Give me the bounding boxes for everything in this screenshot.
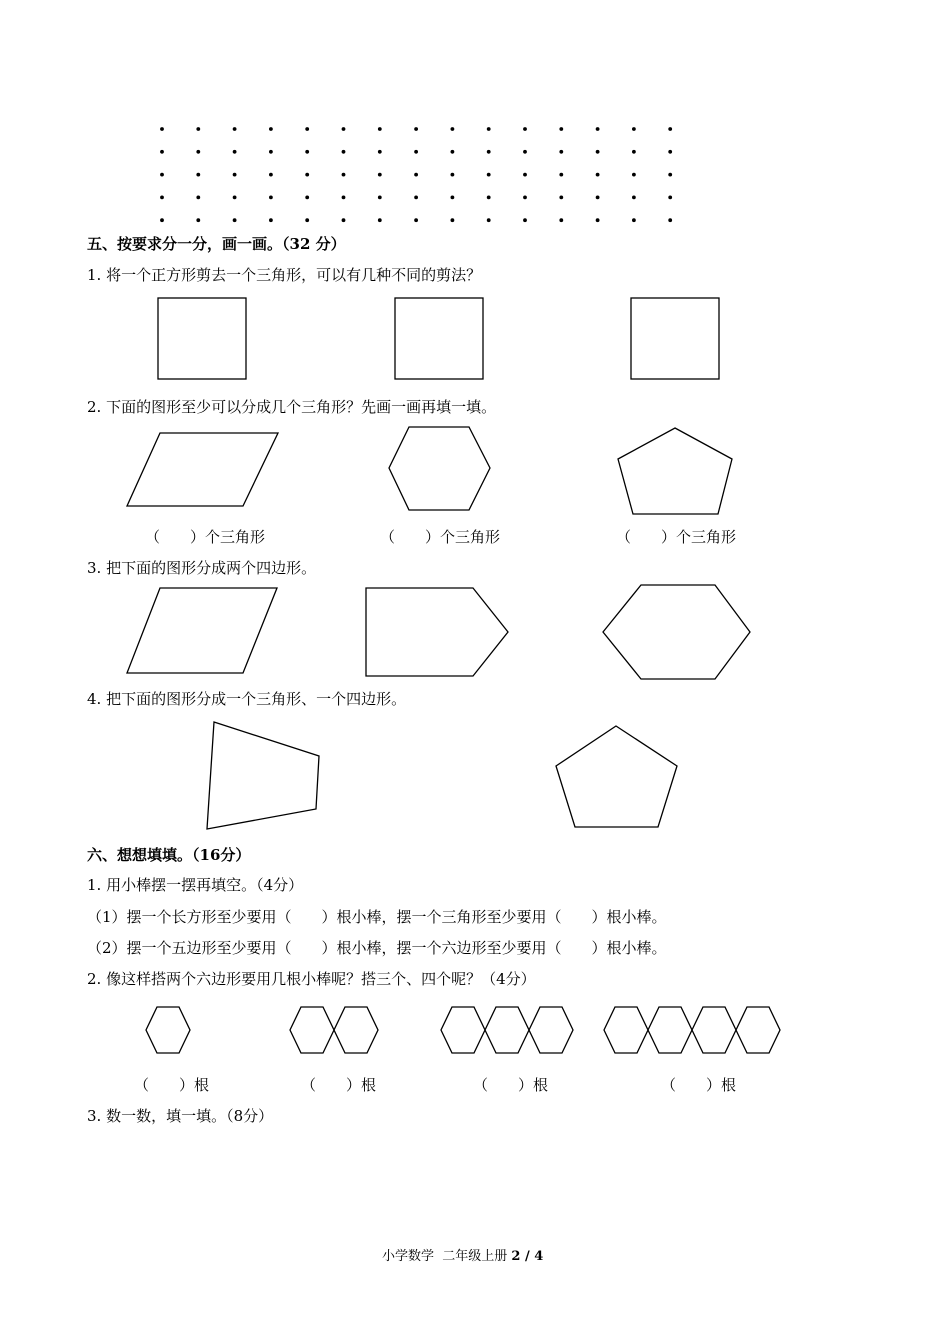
grid-dot [305,127,309,131]
grid-dot [487,150,491,154]
grid-dot [233,150,237,154]
grid-dot [378,127,382,131]
grid-dot [523,150,527,154]
grid-dot [487,218,491,222]
q6-2-answer-4: （ ）根 [661,1076,737,1094]
grid-dot [342,173,346,177]
grid-dot [487,127,491,131]
hexagon-stick-unit [529,1007,573,1053]
q6-2-answer-1: （ ）根 [134,1076,210,1094]
q6-2-answer-2: （ ）根 [301,1076,377,1094]
section6-q1-line2: （2）摆一个五边形至少要用（ ）根小棒，摆一个六边形至少要用（ ）根小棒。 [87,939,667,957]
grid-dot [451,127,455,131]
section6-q2: 2. 像这样搭两个六边形要用几根小棒呢？搭三个、四个呢？（4分） [87,970,536,988]
hexagon-stick-unit [146,1007,190,1053]
grid-dot [233,173,237,177]
grid-dot [342,150,346,154]
grid-dot [632,150,636,154]
grid-dot [414,196,418,200]
grid-dot [305,218,309,222]
q2-answer-2: （ ）个三角形 [380,528,501,546]
grid-dot [269,196,273,200]
grid-dot [378,196,382,200]
grid-dot [632,196,636,200]
hexagon-q3 [603,585,750,679]
square-3 [631,298,719,379]
grid-dot [668,218,672,222]
grid-dot [523,196,527,200]
hexagon-stick-unit [441,1007,485,1053]
grid-dot [596,218,600,222]
hexagon-stick-unit [334,1007,378,1053]
grid-dot [451,150,455,154]
grid-dot [160,196,164,200]
section5-title: 五、按要求分一分，画一画。（32 分） [87,235,346,253]
grid-dot [160,218,164,222]
grid-dot [160,173,164,177]
grid-dot [196,218,200,222]
grid-dot [414,173,418,177]
pentagon-q2 [618,428,732,514]
grid-dot [559,218,563,222]
grid-dot [487,196,491,200]
square-1 [158,298,246,379]
section6-q1-line1: （1）摆一个长方形至少要用（ ）根小棒，摆一个三角形至少要用（ ）根小棒。 [87,908,667,926]
hexagon-stick-unit [736,1007,780,1053]
hexagon-stick-unit [485,1007,529,1053]
grid-dot [342,196,346,200]
house-pentagon-q3 [366,588,508,676]
grid-dot [378,173,382,177]
grid-dot [342,218,346,222]
hexagon-stick-unit [648,1007,692,1053]
q6-2-answer-3: （ ）根 [473,1076,549,1094]
grid-dot [378,150,382,154]
grid-dot [559,150,563,154]
grid-dot [559,196,563,200]
section6-title: 六、想想填填。（16分） [87,846,251,864]
grid-dot [196,196,200,200]
grid-dot [596,150,600,154]
grid-dot [233,127,237,131]
section6-q3: 3. 数一数，填一填。（8分） [87,1107,274,1125]
grid-dot [305,173,309,177]
grid-dot [451,196,455,200]
section5-q3: 3. 把下面的图形分成两个四边形。 [87,559,317,577]
q2-answer-3: （ ）个三角形 [616,528,737,546]
grid-dot [414,127,418,131]
parallelogram-q3 [127,588,277,673]
grid-dot [668,127,672,131]
page-footer [382,1248,543,1266]
grid-dot [632,173,636,177]
grid-dot [160,127,164,131]
dot-grid [160,127,672,222]
grid-dot [523,218,527,222]
grid-dot [559,127,563,131]
grid-dot [523,173,527,177]
grid-dot [233,196,237,200]
hexagon-stick-unit [604,1007,648,1053]
hexagon-stick-unit [692,1007,736,1053]
grid-dot [196,173,200,177]
grid-dot [632,218,636,222]
grid-dot [596,196,600,200]
grid-dot [523,127,527,131]
grid-dot [414,150,418,154]
pentagon-q4 [556,726,677,827]
q2-answer-1: （ ）个三角形 [145,528,266,546]
grid-dot [269,150,273,154]
grid-dot [632,127,636,131]
grid-dot [305,150,309,154]
grid-dot [196,127,200,131]
footer-text: 小学数学 二年级上册 [382,1249,512,1264]
section5-q1: 1. 将一个正方形剪去一个三角形，可以有几种不同的剪法？ [87,266,482,284]
grid-dot [596,173,600,177]
grid-dot [668,196,672,200]
grid-dot [559,173,563,177]
grid-dot [196,150,200,154]
grid-dot [596,127,600,131]
grid-dot [160,150,164,154]
grid-dot [451,173,455,177]
grid-dot [668,150,672,154]
grid-dot [305,196,309,200]
grid-dot [269,127,273,131]
grid-dot [668,173,672,177]
section5-q4: 4. 把下面的图形分成一个三角形、一个四边形。 [87,690,407,708]
section6-q1: 1. 用小棒摆一摆再填空。（4分） [87,876,304,894]
grid-dot [378,218,382,222]
hexagon-chains [146,1007,780,1053]
page-number: 2 / 4 [511,1249,544,1264]
grid-dot [487,173,491,177]
grid-dot [451,218,455,222]
grid-dot [342,127,346,131]
hexagon-stick-unit [290,1007,334,1053]
square-2 [395,298,483,379]
grid-dot [269,218,273,222]
grid-dot [269,173,273,177]
trapezoid-q4 [207,722,319,829]
parallelogram-q2 [127,433,278,506]
section5-q2: 2. 下面的图形至少可以分成几个三角形？先画一画再填一填。 [87,398,497,416]
hexagon-q2 [389,427,490,510]
grid-dot [414,218,418,222]
grid-dot [233,218,237,222]
